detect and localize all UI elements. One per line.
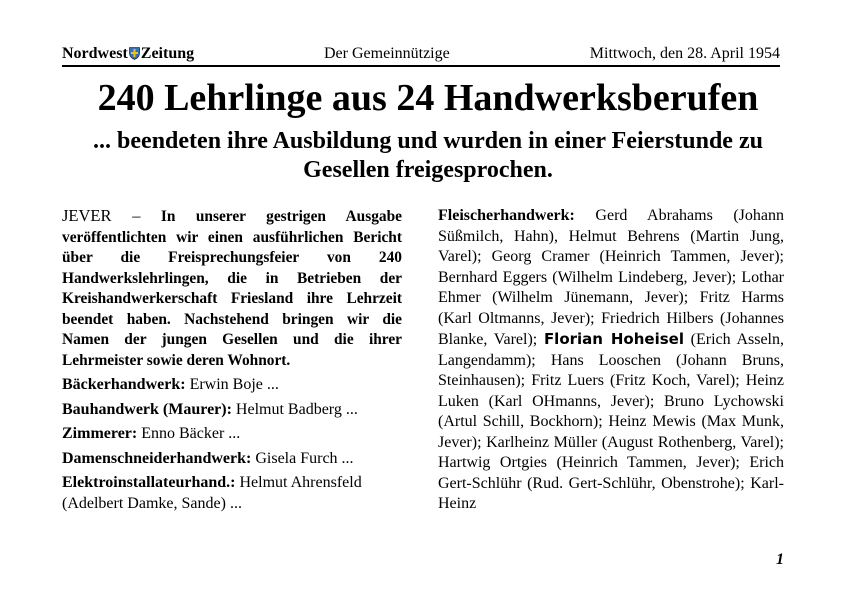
newspaper-name: [62, 45, 194, 63]
trade-names: Gerd Abrahams (Johann Süßmilch, Hahn), Helmut Behrens (Martin Jung, Varel); Georg Cramer (Heinrich Tammen, Jever); Bernhard Eggers (Wilhelm Lindeberg, Jever); Lothar Ehmer (Wilhelm Jünemann, Jever); Fritz Harms (Karl Oltmanns, Jever); Friedrich Hilbers (Johannes Blanke, Varel);: [438, 207, 785, 348]
intro-text: In unserer gestrigen Ausgabe veröffentlichten wir einen ausführlichen Bericht über die Freisprechungsfeier von 240 Handwerkslehrlingen, die in Betrieben der Kreishandwerkerschaft Friesland ihre Lehrzeit beendet haben. Nachstehend bringen wir die Namen der jungen Gesellen und die ihrer Lehrmeister sowie deren Wohnort.: [62, 208, 402, 369]
issue-date: Mittwoch, den 28. April 1954: [589, 45, 780, 62]
trade-label: Zimmerer:: [62, 425, 138, 442]
section-name: Der Gemeinnützige: [324, 45, 450, 62]
trade-names: Erwin Boje ...: [189, 376, 279, 393]
crest-icon: [129, 47, 140, 60]
newspaper-name-part2: Zeitung: [140, 45, 195, 62]
highlighted-name: Florian Hoheisel: [543, 330, 684, 348]
newspaper-name-part1: Nordwest: [62, 45, 128, 62]
trade-names: Gisela Furch ...: [255, 449, 354, 467]
right-column: [438, 206, 784, 519]
trade-entry: [62, 449, 402, 470]
dateline: JEVER –: [62, 206, 141, 225]
trade-entry: [62, 400, 402, 421]
trade-names: Helmut Badberg ...: [235, 400, 358, 418]
trade-entry: [62, 375, 402, 396]
page-number: 1: [776, 551, 784, 568]
trade-names: Enno Bäcker ...: [141, 425, 241, 442]
trade-label: Elektroinstallateurhand.:: [62, 474, 236, 491]
trade-label: Bäckerhandwerk:: [62, 376, 186, 393]
masthead: [62, 43, 780, 67]
headline: 240 Lehrlinge aus 24 Handwerksberufen: [97, 77, 759, 119]
butcher-trade-entry: [438, 206, 784, 515]
trade-names: Helmut Ahrensfeld (Adelbert Damke, Sande) ...: [62, 474, 362, 512]
intro-paragraph: [62, 206, 402, 371]
left-column: [62, 206, 402, 518]
subheadline: ... beendeten ihre Ausbildung und wurden in einer Feierstunde zu Gesellen freigesprochen.: [93, 128, 763, 183]
trade-names-continued: (Erich Asseln, Langendamm); Hans Looschen (Johann Bruns, Steinhausen); Fritz Luers (Fritz Koch, Varel); Heinz Luken (Karl OHmanns, Jever); Bruno Lychowski (Artul Schill, Bockhorn); Heinz Mewis (Max Munk, Jever); Karlheinz Müller (August Rothenberg, Varel); Hartwig Ortgies (Heinrich Tammen, Jever); Erich Gert-Schlühr (Rud. Gert-Schlühr, Obenstrohe); Karl-Heinz: [438, 331, 785, 512]
trade-entry: [62, 473, 402, 514]
trade-label: Bauhandwerk (Maurer):: [62, 400, 232, 418]
trade-label: Fleischerhandwerk:: [438, 207, 575, 224]
trade-label: Damenschneiderhandwerk:: [62, 449, 252, 467]
trade-entry: [62, 424, 402, 445]
